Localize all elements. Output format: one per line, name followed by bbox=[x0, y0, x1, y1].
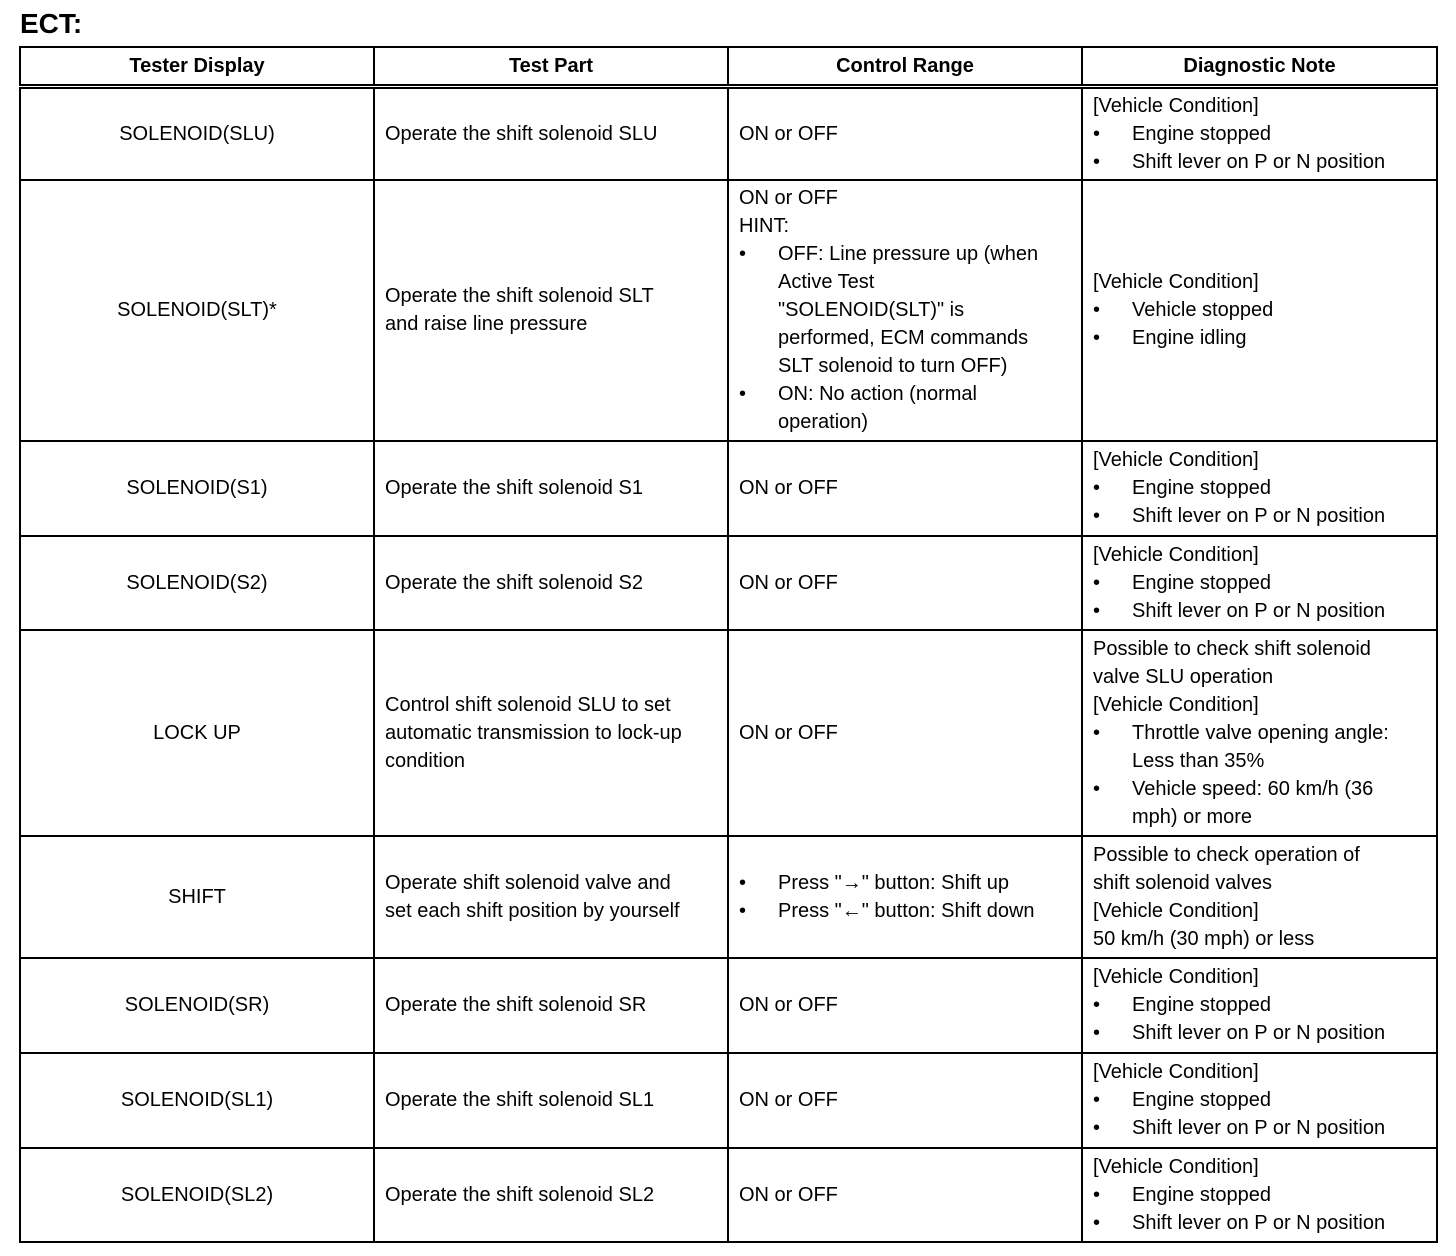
diagnostic-note-line: 50 km/h (30 mph) or less bbox=[1093, 927, 1315, 950]
test-part-line: Operate the shift solenoid SR bbox=[385, 994, 647, 1016]
test-part-cell bbox=[374, 1148, 728, 1242]
diagnostic-note-bullet-line: • Shift lever on P or N position bbox=[1132, 1022, 1386, 1044]
diagnostic-note-bullet-line: • Shift lever on P or N position bbox=[1132, 599, 1386, 622]
diagnostic-note-bullet-list bbox=[1093, 474, 1426, 530]
control-range-bullet-line: • Press "←" button: Shift down bbox=[778, 899, 1035, 922]
diagnostic-note-bullet-list bbox=[1093, 1181, 1426, 1237]
diagnostic-note-line: [Vehicle Condition] bbox=[1093, 1061, 1259, 1083]
table-row bbox=[20, 630, 1437, 836]
table-row bbox=[20, 441, 1437, 536]
diagnostic-note-bullet-line: • Engine stopped bbox=[1132, 1089, 1272, 1111]
diagnostic-note-bullet-item bbox=[1093, 148, 1426, 176]
diagnostic-note-line: [Vehicle Condition] bbox=[1093, 271, 1259, 293]
diagnostic-note-line: [Vehicle Condition] bbox=[1093, 94, 1259, 117]
tester-display-cell: LOCK UP bbox=[20, 630, 374, 836]
test-part-cell bbox=[374, 87, 728, 180]
diagnostic-note-cell bbox=[1082, 87, 1437, 180]
test-part-line: Operate the shift solenoid SLU bbox=[385, 122, 658, 145]
diagnostic-note-bullet-item bbox=[1093, 991, 1426, 1019]
control-range-line: ON or OFF bbox=[739, 1089, 838, 1111]
control-range-cell bbox=[728, 958, 1082, 1053]
control-range-bullet-item bbox=[739, 869, 1071, 897]
diagnostic-note-bullet-item bbox=[1093, 569, 1426, 597]
test-part-cell bbox=[374, 630, 728, 836]
diagnostic-note-line: [Vehicle Condition] bbox=[1093, 449, 1259, 471]
diagnostic-note-bullet-item bbox=[1093, 597, 1426, 625]
diagnostic-note-bullet-line: • Engine stopped bbox=[1132, 477, 1272, 499]
test-part-cell bbox=[374, 536, 728, 630]
control-range-bullet-line: • ON: No action (normal bbox=[778, 383, 977, 405]
test-part-line: and raise line pressure bbox=[385, 313, 588, 335]
control-range-line: ON or OFF bbox=[739, 1183, 838, 1206]
test-part-cell bbox=[374, 180, 728, 441]
test-part-cell bbox=[374, 1053, 728, 1148]
control-range-line: ON or OFF bbox=[739, 187, 838, 209]
table-row bbox=[20, 1053, 1437, 1148]
test-part-cell bbox=[374, 958, 728, 1053]
table-row bbox=[20, 180, 1437, 441]
header-tester-display: Tester Display bbox=[20, 47, 374, 87]
control-range-bullet-line: Active Test bbox=[778, 271, 875, 293]
diagnostic-note-cell bbox=[1082, 1148, 1437, 1242]
control-range-bullet-line: • OFF: Line pressure up (when bbox=[778, 243, 1039, 265]
control-range-bullet-line: • Press "→" button: Shift up bbox=[778, 871, 1009, 894]
diagnostic-note-cell bbox=[1082, 630, 1437, 836]
test-part-line: Operate the shift solenoid SL1 bbox=[385, 1089, 655, 1111]
diagnostic-note-bullet-item bbox=[1093, 324, 1426, 352]
test-part-line: condition bbox=[385, 749, 466, 772]
page-title: ECT: bbox=[20, 8, 83, 39]
diagnostic-note-bullet-line: • Throttle valve opening angle: bbox=[1132, 721, 1389, 744]
diagnostic-note-cell bbox=[1082, 958, 1437, 1053]
diagnostic-note-bullet-line: • Shift lever on P or N position bbox=[1132, 1117, 1386, 1139]
tester-display-cell: SOLENOID(SR) bbox=[20, 958, 374, 1053]
control-range-cell bbox=[728, 1148, 1082, 1242]
diagnostic-note-bullet-item bbox=[1093, 1086, 1426, 1114]
diagnostic-note-bullet-item bbox=[1093, 474, 1426, 502]
test-part-line: Operate shift solenoid valve and bbox=[385, 871, 671, 894]
test-part-line: Operate the shift solenoid SLT bbox=[385, 285, 654, 307]
control-range-bullet-list bbox=[739, 869, 1071, 925]
control-range-cell bbox=[728, 1053, 1082, 1148]
diagnostic-note-bullet-item bbox=[1093, 1114, 1426, 1142]
control-range-cell bbox=[728, 87, 1082, 180]
diagnostic-note-bullet-list bbox=[1093, 120, 1426, 176]
diagnostic-note-cell bbox=[1082, 536, 1437, 630]
diagnostic-note-bullet-line: • Shift lever on P or N position bbox=[1132, 505, 1386, 527]
diagnostic-note-bullet-line: • Engine stopped bbox=[1132, 994, 1272, 1016]
diagnostic-note-line: [Vehicle Condition] bbox=[1093, 966, 1259, 988]
diagnostic-note-bullet-item bbox=[1093, 719, 1426, 775]
tester-display-cell: SOLENOID(S1) bbox=[20, 441, 374, 536]
diagnostic-note-cell bbox=[1082, 441, 1437, 536]
control-range-bullet-item bbox=[739, 897, 1071, 925]
tester-display-cell: SOLENOID(SL2) bbox=[20, 1148, 374, 1242]
diagnostic-note-bullet-line: • Engine stopped bbox=[1132, 1183, 1272, 1206]
control-range-line: ON or OFF bbox=[739, 122, 838, 145]
diagnostic-note-bullet-item bbox=[1093, 502, 1426, 530]
diagnostic-note-line: [Vehicle Condition] bbox=[1093, 1155, 1259, 1178]
ect-active-test-table bbox=[19, 46, 1438, 1243]
diagnostic-note-bullet-item bbox=[1093, 1181, 1426, 1209]
diagnostic-note-cell bbox=[1082, 836, 1437, 958]
diagnostic-note-line: Possible to check shift solenoid bbox=[1093, 637, 1371, 660]
diagnostic-note-line: [Vehicle Condition] bbox=[1093, 899, 1259, 922]
table-row bbox=[20, 536, 1437, 630]
control-range-bullet-line: operation) bbox=[778, 411, 869, 433]
diagnostic-note-bullet-line: • Engine idling bbox=[1132, 327, 1247, 349]
control-range-bullet-line: "SOLENOID(SLT)" is bbox=[778, 299, 965, 321]
control-range-line: HINT: bbox=[739, 215, 789, 237]
test-part-line: Operate the shift solenoid S1 bbox=[385, 477, 643, 499]
test-part-line: Operate the shift solenoid SL2 bbox=[385, 1183, 655, 1206]
control-range-cell bbox=[728, 836, 1082, 958]
diagnostic-note-bullet-line: • Vehicle stopped bbox=[1132, 299, 1274, 321]
test-part-line: automatic transmission to lock-up bbox=[385, 721, 682, 744]
control-range-bullet-item bbox=[739, 240, 1071, 380]
control-range-line: ON or OFF bbox=[739, 571, 838, 594]
table-body bbox=[20, 87, 1437, 1242]
diagnostic-note-bullet-item bbox=[1093, 120, 1426, 148]
test-part-cell bbox=[374, 441, 728, 536]
header-diagnostic-note: Diagnostic Note bbox=[1082, 47, 1437, 87]
tester-display-cell: SHIFT bbox=[20, 836, 374, 958]
test-part-line: Operate the shift solenoid S2 bbox=[385, 571, 643, 594]
diagnostic-note-bullet-line: • Engine stopped bbox=[1132, 122, 1272, 145]
header-row bbox=[20, 47, 1437, 87]
tester-display-cell: SOLENOID(SLU) bbox=[20, 87, 374, 180]
header-control-range: Control Range bbox=[728, 47, 1082, 87]
control-range-bullet-list bbox=[739, 240, 1071, 436]
control-range-line: ON or OFF bbox=[739, 721, 838, 744]
header-test-part: Test Part bbox=[374, 47, 728, 87]
control-range-line: ON or OFF bbox=[739, 477, 838, 499]
table-row bbox=[20, 1148, 1437, 1242]
diagnostic-note-line: shift solenoid valves bbox=[1093, 871, 1272, 894]
diagnostic-note-line: [Vehicle Condition] bbox=[1093, 543, 1259, 566]
diagnostic-note-line: Possible to check operation of bbox=[1093, 843, 1360, 866]
control-range-cell bbox=[728, 630, 1082, 836]
control-range-bullet-item bbox=[739, 380, 1071, 436]
table-row bbox=[20, 836, 1437, 958]
table-header bbox=[20, 47, 1437, 87]
diagnostic-note-bullet-list bbox=[1093, 1086, 1426, 1142]
diagnostic-note-cell bbox=[1082, 1053, 1437, 1148]
control-range-bullet-line: performed, ECM commands bbox=[778, 327, 1029, 349]
test-part-line: Control shift solenoid SLU to set bbox=[385, 693, 671, 716]
diagnostic-note-bullet-line: • Shift lever on P or N position bbox=[1132, 1211, 1386, 1234]
tester-display-cell: SOLENOID(SLT)* bbox=[20, 180, 374, 441]
control-range-cell bbox=[728, 536, 1082, 630]
test-part-line: set each shift position by yourself bbox=[385, 899, 680, 922]
diagnostic-note-line: valve SLU operation bbox=[1093, 665, 1274, 688]
diagnostic-note-bullet-list bbox=[1093, 991, 1426, 1047]
diagnostic-note-bullet-item bbox=[1093, 1019, 1426, 1047]
tester-display-cell: SOLENOID(S2) bbox=[20, 536, 374, 630]
diagnostic-note-bullet-list bbox=[1093, 569, 1426, 625]
diagnostic-note-cell bbox=[1082, 180, 1437, 441]
control-range-bullet-line: SLT solenoid to turn OFF) bbox=[778, 355, 1008, 377]
diagnostic-note-bullet-line: • Engine stopped bbox=[1132, 571, 1272, 594]
diagnostic-note-bullet-line: mph) or more bbox=[1132, 805, 1253, 828]
diagnostic-note-line: [Vehicle Condition] bbox=[1093, 693, 1259, 716]
diagnostic-note-bullet-line: • Shift lever on P or N position bbox=[1132, 150, 1386, 173]
control-range-line: ON or OFF bbox=[739, 994, 838, 1016]
test-part-cell bbox=[374, 836, 728, 958]
diagnostic-note-bullet-item bbox=[1093, 775, 1426, 831]
control-range-cell bbox=[728, 180, 1082, 441]
table-row bbox=[20, 87, 1437, 180]
diagnostic-note-bullet-list bbox=[1093, 296, 1426, 352]
diagnostic-note-bullet-line: • Vehicle speed: 60 km/h (36 bbox=[1132, 777, 1374, 800]
diagnostic-note-bullet-line: Less than 35% bbox=[1132, 749, 1265, 772]
diagnostic-note-bullet-list bbox=[1093, 719, 1426, 831]
diagnostic-note-bullet-item bbox=[1093, 296, 1426, 324]
tester-display-cell: SOLENOID(SL1) bbox=[20, 1053, 374, 1148]
control-range-cell bbox=[728, 441, 1082, 536]
table-row bbox=[20, 958, 1437, 1053]
diagnostic-note-bullet-item bbox=[1093, 1209, 1426, 1237]
